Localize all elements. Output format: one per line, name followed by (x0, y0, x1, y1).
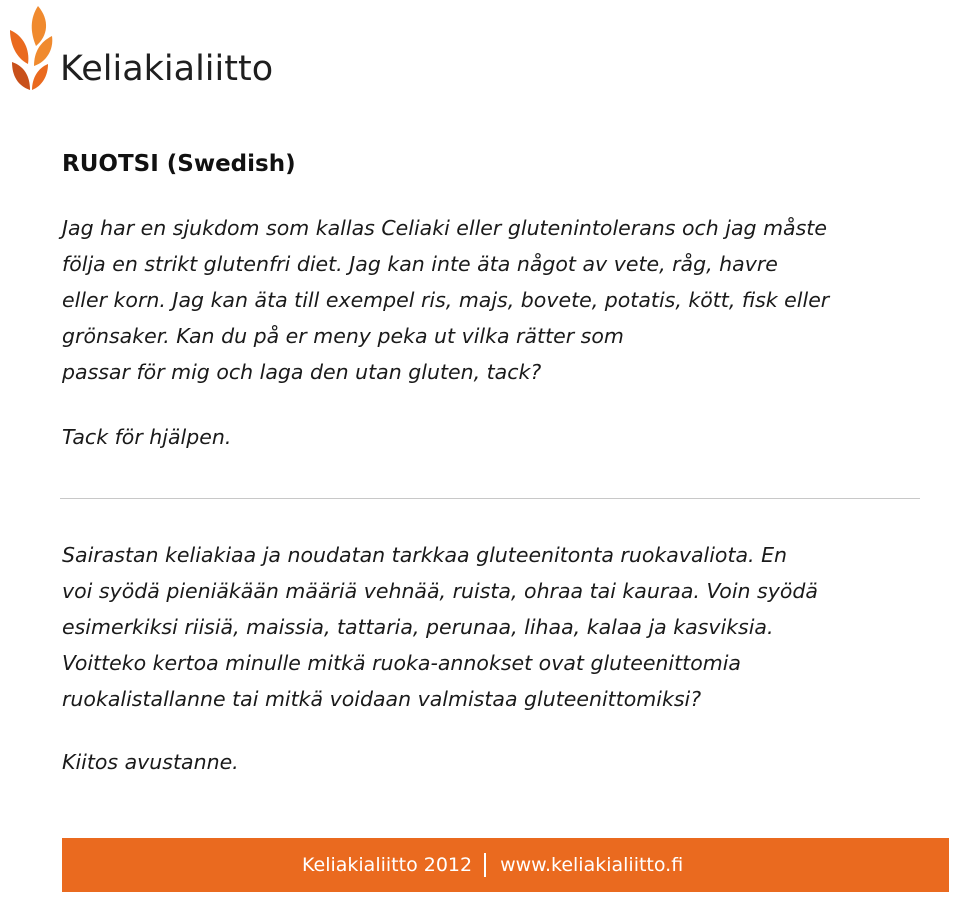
paragraph-line: ruokalistallanne tai mitkä voidaan valmistaa gluteenittomiksi? (62, 687, 702, 711)
paragraph-line: voi syödä pieniäkään määriä vehnää, ruista, ohraa tai kauraa. Voin syödä (62, 579, 818, 603)
wheat-logo-icon (4, 6, 58, 92)
finnish-paragraph (62, 537, 818, 717)
brand-name: Keliakialiitto (60, 49, 274, 89)
paragraph-line: Sairastan keliakiaa ja noudatan tarkkaa gluteenitonta ruokavaliota. En (62, 543, 788, 567)
section-divider (60, 498, 920, 499)
footer-bar (62, 838, 949, 892)
paragraph-line: eller korn. Jag kan äta till exempel ris, majs, bovete, potatis, kött, fisk eller (62, 288, 830, 312)
paragraph-line: Jag har en sjukdom som kallas Celiaki eller glutenintolerans och jag måste (62, 216, 827, 240)
header (4, 6, 404, 92)
paragraph-line: esimerkiksi riisiä, maissia, tattaria, perunaa, lihaa, kalaa ja kasviksia. (62, 615, 774, 639)
footer-url[interactable]: www.keliakialiitto.fi (500, 854, 684, 876)
footer-separator (484, 853, 486, 877)
swedish-paragraph (62, 210, 829, 390)
finnish-thanks: Kiitos avustanne. (62, 750, 239, 774)
swedish-thanks: Tack för hjälpen. (62, 425, 232, 449)
paragraph-line: grönsaker. Kan du på er meny peka ut vilka rätter som (62, 324, 624, 348)
footer-content (302, 838, 683, 892)
footer-org: Keliakialiitto 2012 (302, 854, 473, 876)
paragraph-line: Voitteko kertoa minulle mitkä ruoka-annokset ovat gluteenittomia (62, 651, 741, 675)
paragraph-line: följa en strikt glutenfri diet. Jag kan inte äta något av vete, råg, havre (62, 252, 778, 276)
paragraph-line: passar för mig och laga den utan gluten, tack? (62, 360, 542, 384)
page-title: RUOTSI (Swedish) (62, 151, 296, 177)
